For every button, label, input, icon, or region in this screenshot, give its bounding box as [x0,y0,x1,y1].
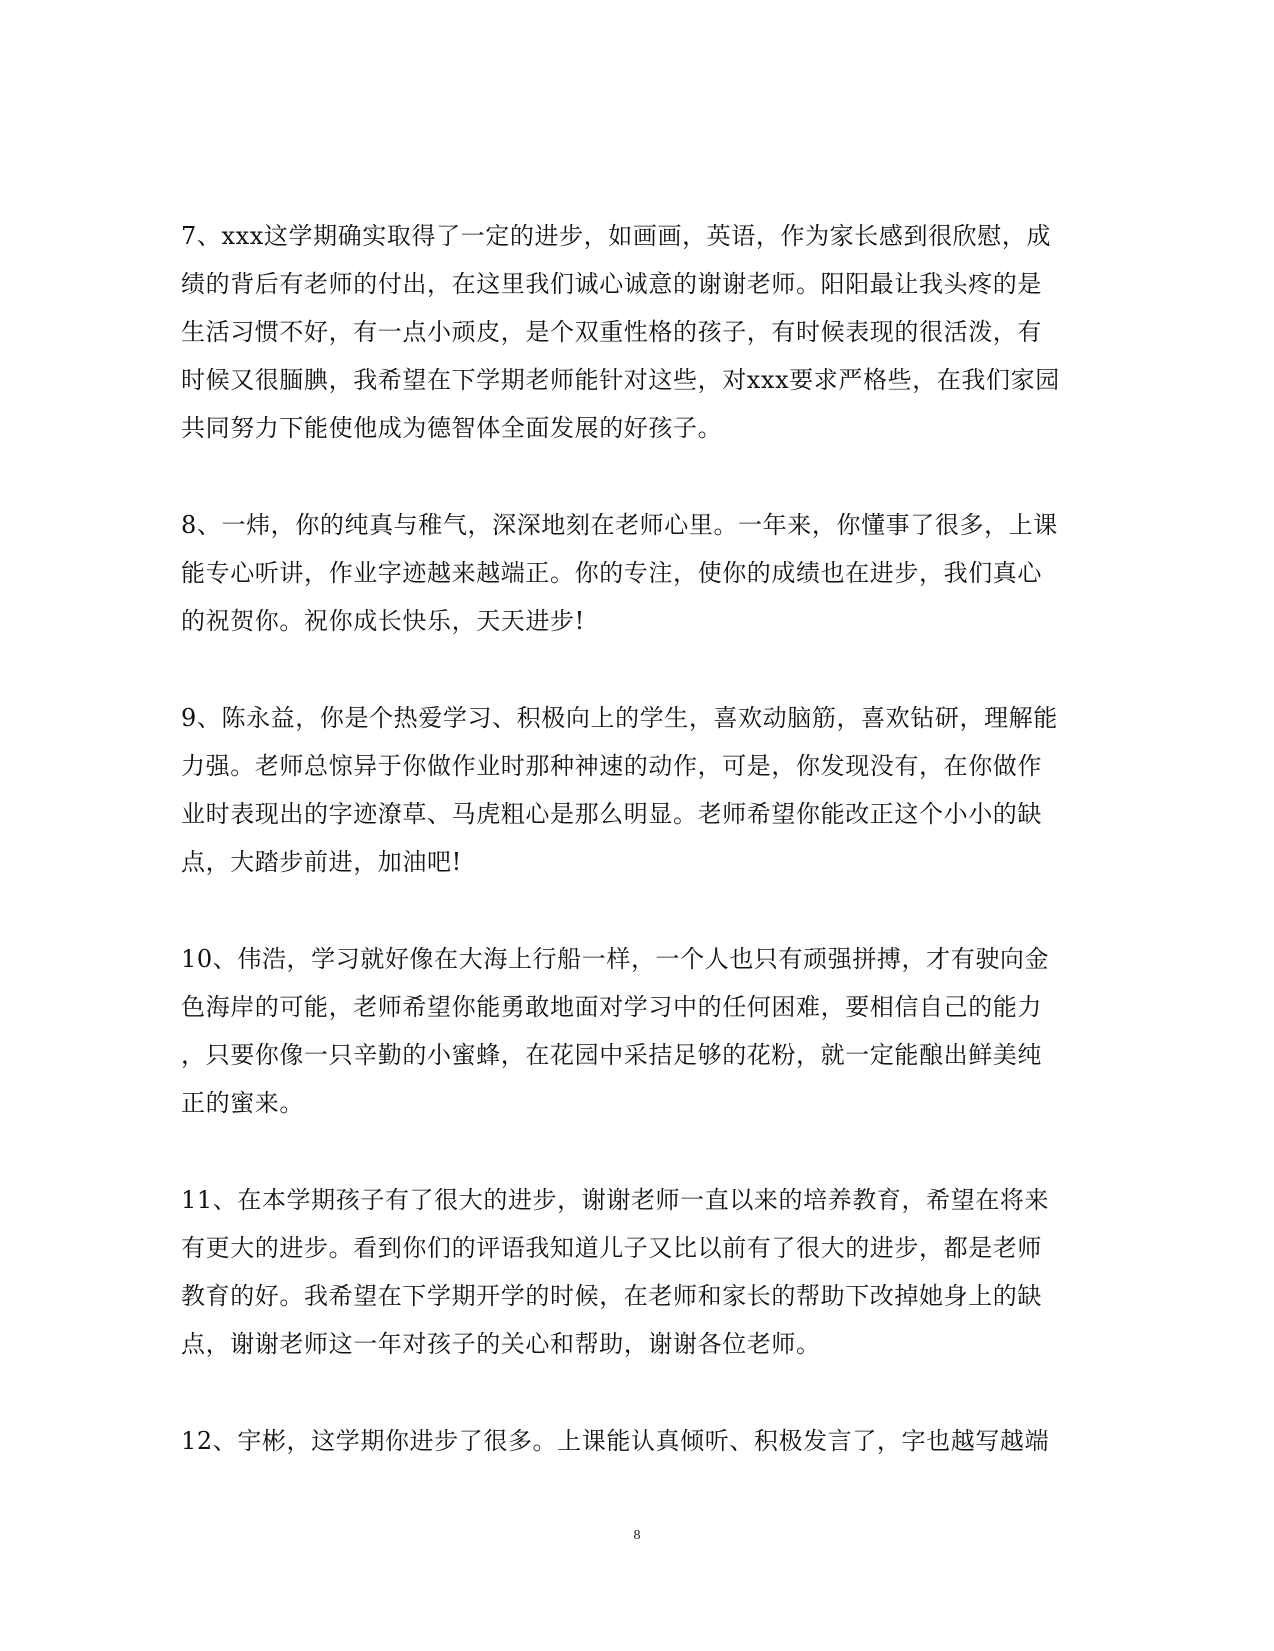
text-line: 的祝贺你。祝你成长快乐，天天进步! [181,607,585,635]
text-line: 9、陈永益，你是个热爱学习、积极向上的学生，喜欢动脑筋，喜欢钻研，理解能 [181,704,1058,732]
paragraph-9 [181,694,1058,886]
document-body [181,212,1060,1514]
text-line: 点，大踏步前进，加油吧! [181,848,462,876]
text-line: 力强。老师总惊异于你做作业时那种神速的动作，可是，你发现没有，在你做作 [181,752,1042,780]
text-line: 生活习惯不好，有一点小顽皮，是个双重性格的孩子，有时候表现的很活泼，有 [181,318,1042,346]
paragraph-11 [181,1176,1053,1368]
text-line: 时候又很腼腆，我希望在下学期老师能针对这些，对xxx要求严格些，在我们家园 [181,366,1060,394]
text-line: 正的蜜来。 [181,1089,304,1117]
text-line: 绩的背后有老师的付出，在这里我们诚心诚意的谢谢老师。阳阳最让我头疼的是 [181,270,1042,298]
paragraph-10 [181,935,1053,1127]
text-line: 10、伟浩，学习就好像在大海上行船一样，一个人也只有顽强拼搏，才有驶向金 [181,945,1050,973]
text-line: 8、一炜，你的纯真与稚气，深深地刻在老师心里。一年来，你懂事了很多，上课 [181,511,1058,539]
page-number: 8 [633,1528,641,1543]
text-line: 教育的好。我希望在下学期开学的时候，在老师和家长的帮助下改掉她身上的缺 [181,1282,1042,1310]
text-line: 11、在本学期孩子有了很大的进步，谢谢老师一直以来的培养教育，希望在将来 [181,1186,1050,1214]
paragraph-12 [181,1417,1053,1465]
text-line: 共同努力下能使他成为德智体全面发展的好孩子。 [181,414,723,442]
text-line: 业时表现出的字迹潦草、马虎粗心是那么明显。老师希望你能改正这个小小的缺 [181,800,1042,828]
text-line: 有更大的进步。看到你们的评语我知道儿子又比以前有了很大的进步，都是老师 [181,1234,1042,1262]
text-line: 12、宇彬，这学期你进步了很多。上课能认真倾听、积极发言了，字也越写越端 [181,1427,1050,1455]
paragraph-7 [181,212,1060,452]
text-line: 7、xxx这学期确实取得了一定的进步，如画画，英语，作为家长感到很欣慰，成 [181,222,1052,250]
text-line: 能专心听讲，作业字迹越来越端正。你的专注，使你的成绩也在进步，我们真心 [181,559,1042,587]
text-line: 色海岸的可能，老师希望你能勇敢地面对学习中的任何困难，要相信自己的能力 [181,993,1042,1021]
paragraph-8 [181,501,1058,645]
text-line: 点，谢谢老师这一年对孩子的关心和帮助，谢谢各位老师。 [181,1330,821,1358]
text-line: ，只要你像一只辛勤的小蜜蜂，在花园中采拮足够的花粉，就一定能酿出鲜美纯 [181,1041,1042,1069]
